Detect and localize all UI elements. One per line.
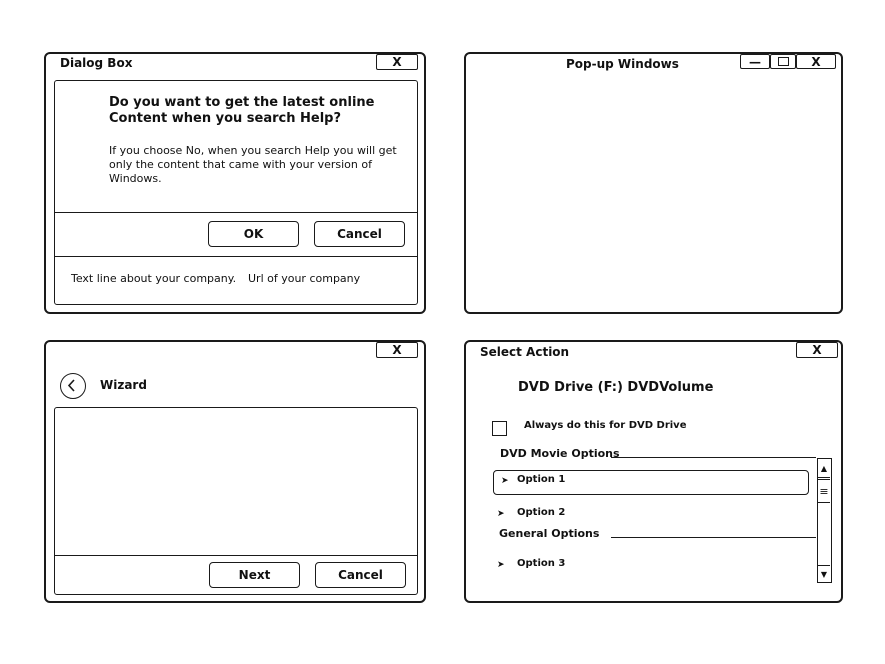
wizard-divider [54,555,418,556]
arrow-right-icon: ➤ [497,560,505,570]
scroll-up-button[interactable] [818,459,830,478]
next-button[interactable]: Next [209,562,300,588]
dialog-body-line3: Windows. [109,172,162,185]
option-3-row[interactable] [493,554,809,574]
dialog-body-line2: only the content that came with your version of [109,158,372,171]
wizard-cancel-button[interactable]: Cancel [315,562,406,588]
dialog-footer-url[interactable]: Url of your company [248,272,361,285]
section1-rule [611,457,816,458]
ok-button[interactable]: OK [208,221,299,247]
always-do-checkbox[interactable] [492,421,507,436]
always-do-label: Always do this for DVD Drive [524,420,687,431]
arrow-up-icon: ▲ [820,463,828,473]
chevron-left-icon [61,374,84,397]
back-button[interactable] [60,373,86,399]
option-2-row[interactable] [493,503,809,523]
select-action-close-button[interactable]: X [796,342,838,358]
scroll-down-button[interactable] [818,565,830,582]
popup-minimize-button[interactable]: — [740,54,770,69]
section2-rule [611,537,816,538]
option-2-label: Option 2 [517,507,566,518]
arrow-down-icon: ▼ [820,569,828,579]
scroll-grip-icon: ≡ [819,484,829,498]
dialog-question-line2: Content when you search Help? [109,111,342,126]
wizard-title: Wizard [100,378,147,392]
dialog-divider-top [54,212,418,213]
dialog-body-line1: If you choose No, when you search Help you will get [109,144,397,157]
drive-heading: DVD Drive (F:) DVDVolume [518,380,714,395]
popup-maximize-button[interactable] [770,54,796,69]
arrow-right-icon: ➤ [501,476,509,486]
dialog-footer-text: Text line about your company. [71,272,237,285]
dialog-question-line1: Do you want to get the latest online [109,95,375,110]
dialog-close-button[interactable]: X [376,54,418,70]
wizard-close-button[interactable]: X [376,342,418,358]
popup-title: Pop-up Windows [566,57,679,71]
arrow-right-icon: ➤ [497,509,505,519]
option-1-label: Option 1 [517,474,566,485]
option-1-row[interactable] [493,470,809,495]
section-dvd-movie-options: DVD Movie Options [500,447,620,460]
option-3-label: Option 3 [517,558,566,569]
popup-close-button[interactable]: X [796,54,836,69]
cancel-button[interactable]: Cancel [314,221,405,247]
dialog-divider-bottom [54,256,418,257]
maximize-icon [778,57,789,66]
dialog-box-title: Dialog Box [60,56,133,70]
popup-window [464,52,843,314]
options-scrollbar[interactable] [817,458,832,583]
select-action-title: Select Action [480,345,570,359]
section-general-options: General Options [499,527,600,540]
scroll-thumb[interactable] [818,479,830,503]
